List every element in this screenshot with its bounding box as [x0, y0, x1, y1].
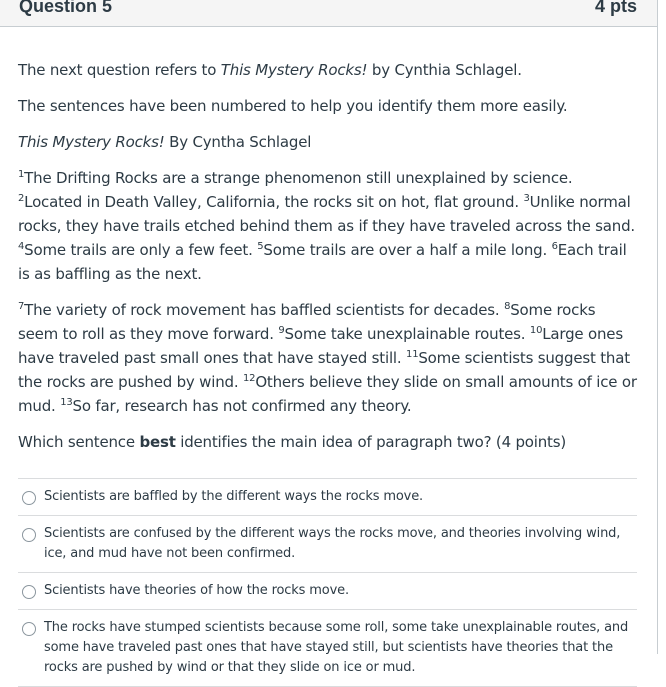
passage-title: This Mystery Rocks! By Cyntha Schlagel — [18, 133, 312, 151]
answer-option-b[interactable] — [18, 516, 637, 573]
sentence: $^{10}$Large ones have traveled past small ones that have stayed still. — [18, 325, 623, 367]
answer-text: Scientists are baffled by the different ways the rocks move. — [44, 489, 424, 504]
question-header — [0, 0, 657, 27]
radio-button[interactable] — [22, 585, 36, 599]
intro-book-title: This Mystery Rocks! — [220, 61, 368, 79]
radio-button[interactable] — [22, 622, 36, 636]
intro-line-2: The sentences have been numbered to help you identify them more easily. — [18, 97, 568, 115]
answer-option-c[interactable] — [18, 573, 637, 610]
sentence: $^{11}$Some scientists suggest that the rocks are pushed by wind. — [18, 349, 630, 391]
answer-option-a[interactable] — [18, 479, 637, 516]
sentence: $^1$The Drifting Rocks are a strange phenomenon still unexplained by science. — [18, 169, 573, 187]
answer-list — [18, 478, 637, 687]
question-prompt: Which sentence best identifies the main idea of paragraph two? (4 points) — [18, 433, 566, 451]
sentence: $^4$Some trails are only a few feet. — [18, 241, 258, 259]
sentence: $^8$Some rocks seem to roll as they move forward. — [18, 301, 596, 343]
radio-button[interactable] — [22, 528, 36, 542]
question-content — [0, 58, 657, 454]
radio-button[interactable] — [22, 491, 36, 505]
question-title: Question 5 — [19, 0, 113, 16]
sentence: $^6$Each trail is as baffling as the next. — [18, 241, 627, 283]
sentence: $^5$Some trails are over a half a mile long. — [257, 241, 552, 259]
sentence: $^7$The variety of rock movement has baffled scientists for decades. — [18, 301, 505, 319]
sentence: $^{13}$So far, research has not confirmed any theory. — [60, 397, 412, 415]
paragraph-1 — [18, 166, 639, 286]
answer-text: The rocks have stumped scientists because some roll, some take unexplainable routes, and some have traveled past ones that have stayed still, but scientists have theories that the rocks are pushed by wind or that they slide on ice or mud. — [44, 620, 629, 675]
intro-line-1: The next question refers to This Mystery Rocks! by Cynthia Schlagel. — [18, 61, 522, 79]
sentence: $^3$Unlike normal rocks, they have trails etched behind them as if they have traveled across the sand. — [18, 193, 635, 235]
sentence: $^2$Located in Death Valley, California, the rocks sit on hot, flat ground. — [18, 193, 524, 211]
sentence: $^9$Some take unexplainable routes. — [278, 325, 530, 343]
sentence: $^{12}$Others believe they slide on small amounts of ice or mud. — [18, 373, 637, 415]
answer-option-d[interactable] — [18, 610, 637, 687]
paragraph-2 — [18, 298, 639, 418]
question-points: 4 pts — [594, 0, 637, 16]
answer-text: Scientists have theories of how the rocks move. — [44, 583, 349, 598]
answer-text: Scientists are confused by the different ways the rocks move, and theories involving wind, ice, and mud have not been confirmed. — [44, 526, 621, 561]
